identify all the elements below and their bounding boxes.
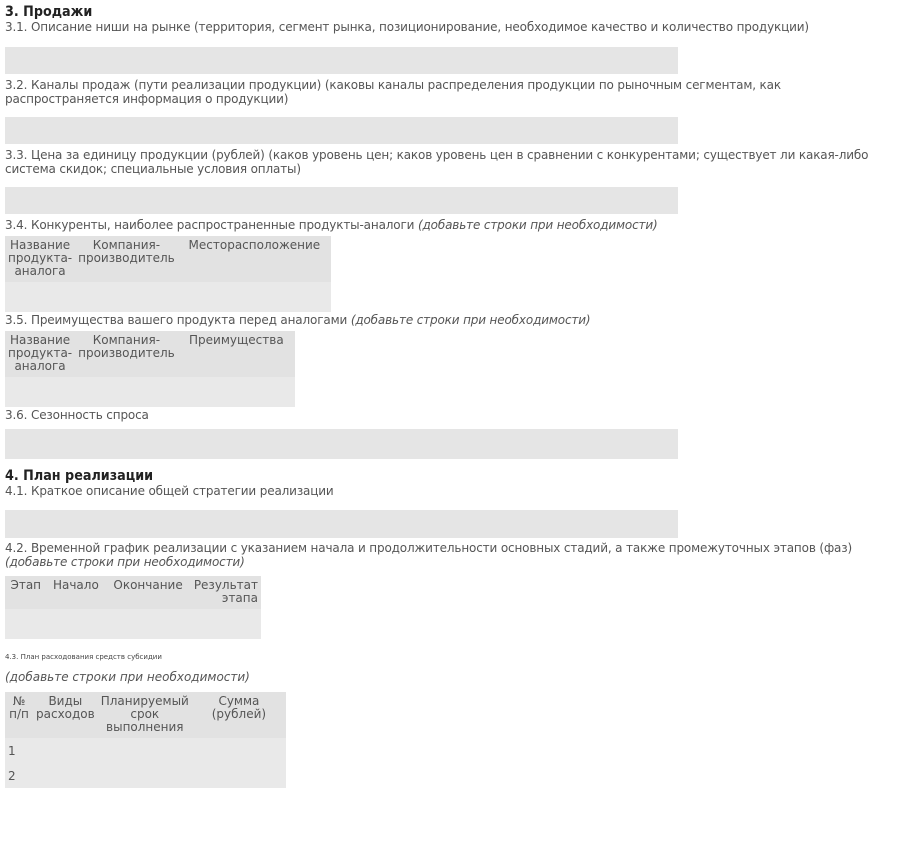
question-4-3: 4.3. План расходования средств субсидии	[5, 653, 162, 661]
col-header-result: Результат этапа	[193, 578, 258, 605]
row-number: 1	[5, 738, 33, 763]
table-cell[interactable]	[192, 738, 286, 763]
table-cell[interactable]	[75, 282, 178, 312]
table-header-row	[5, 576, 261, 609]
table-header-row	[5, 692, 286, 738]
section-3-title: 3. Продажи	[5, 4, 93, 20]
question-3-4-hint: (добавьте строки при необходимости)	[417, 218, 658, 232]
answer-field-3-3[interactable]	[5, 187, 678, 214]
table-cell[interactable]	[191, 609, 261, 639]
col-header-advantages: Преимущества	[189, 333, 284, 347]
business-plan-form	[5, 4, 900, 788]
table-cell[interactable]	[75, 377, 178, 407]
table-row[interactable]	[5, 377, 295, 407]
table-cell[interactable]	[5, 282, 75, 312]
question-3-5	[5, 313, 900, 327]
table-row[interactable]	[5, 609, 261, 639]
col-header-analog-name: Название продукта-аналога	[8, 238, 73, 278]
table-cell[interactable]	[192, 763, 286, 788]
answer-field-3-1[interactable]	[5, 47, 678, 74]
expenses-table	[5, 692, 286, 788]
table-cell[interactable]	[33, 763, 98, 788]
table-row[interactable]	[5, 282, 331, 312]
question-3-5-text: 3.5. Преимущества вашего продукта перед аналогами	[5, 313, 348, 327]
table-cell[interactable]	[178, 377, 295, 407]
col-header-expense-types: Виды расходов	[36, 694, 95, 721]
question-3-3-text: 3.3. Цена за единицу продукции (рублей) (каков уровень цен; каков уровень цен в сравнении с конкурентами; существует ли какая-либо система скидок; специальные условия оплаты)	[5, 148, 869, 176]
row-number: 2	[5, 763, 33, 788]
col-header-planned-term: Планируемый срок выполнения	[100, 694, 189, 734]
table-row[interactable]	[5, 738, 286, 763]
col-header-location: Месторасположение	[188, 238, 321, 252]
question-4-2-hint: (добавьте строки при необходимости)	[5, 555, 245, 569]
col-header-stage: Этап	[10, 578, 42, 592]
col-header-analog-name: Название продукта-аналога	[8, 333, 73, 373]
table-cell[interactable]	[5, 377, 75, 407]
question-3-2: 3.2. Каналы продаж (пути реализации продукции) (каковы каналы распределения продукции по рыночным сегментам, как распространяется информация о продукции)	[5, 78, 781, 106]
table-cell[interactable]	[105, 609, 191, 639]
col-header-manufacturer: Компания-производитель	[78, 238, 175, 265]
timeline-table	[5, 576, 261, 639]
table-cell[interactable]	[5, 609, 46, 639]
advantages-table	[5, 331, 295, 407]
table-cell[interactable]	[33, 738, 98, 763]
answer-field-3-2[interactable]	[5, 117, 678, 144]
question-3-3	[5, 148, 900, 176]
col-header-number: № п/п	[9, 694, 29, 721]
question-4-2-text: 4.2. Временной график реализации с указанием начала и продолжительности основных стадий, а также промежуточных этапов (фаз)	[5, 541, 853, 555]
table-header-row	[5, 236, 331, 282]
col-header-end: Окончание	[113, 578, 183, 592]
section-4-title: 4. План реализации	[5, 468, 154, 484]
table-cell[interactable]	[178, 282, 331, 312]
question-3-5-hint: (добавьте строки при необходимости)	[350, 313, 591, 327]
table-cell[interactable]	[46, 609, 105, 639]
question-3-6: 3.6. Сезонность спроса	[5, 408, 149, 422]
table-header-row	[5, 331, 295, 377]
question-4-3-hint: (добавьте строки при необходимости)	[5, 670, 250, 684]
col-header-manufacturer: Компания-производитель	[78, 333, 175, 360]
question-3-4-text: 3.4. Конкуренты, наиболее распространенные продукты-аналоги	[5, 218, 415, 232]
table-cell[interactable]	[98, 763, 192, 788]
table-cell[interactable]	[98, 738, 192, 763]
table-row[interactable]	[5, 763, 286, 788]
question-3-1: 3.1. Описание ниши на рынке (территория, сегмент рынка, позиционирование, необходимое качество и количество продукции)	[5, 20, 809, 34]
question-4-2	[5, 541, 900, 569]
answer-field-4-1[interactable]	[5, 510, 678, 538]
competitors-table	[5, 236, 331, 312]
question-4-1: 4.1. Краткое описание общей стратегии реализации	[5, 484, 334, 498]
answer-field-3-6[interactable]	[5, 429, 678, 459]
col-header-amount: Сумма (рублей)	[211, 694, 267, 721]
col-header-start: Начало	[52, 578, 99, 592]
question-3-4	[5, 218, 900, 232]
